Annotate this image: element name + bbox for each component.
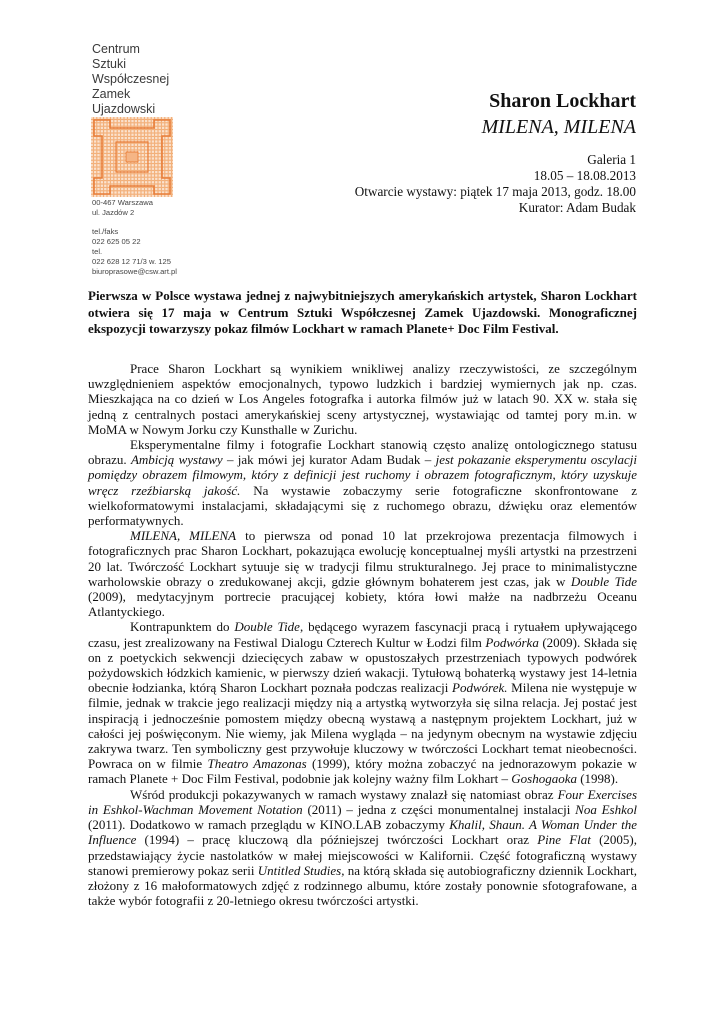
text-run: (1998).	[576, 771, 619, 787]
curator-quote: jest pokazanie eksperymentu oscylacji pomiędzy obrazem filmowym, który z definicji jest ruchomy i obrazem fotograficznym, który uzyskuje wręcz rzeźbiarską jakość.	[88, 452, 637, 498]
italic-run: Khalil, Shaun. A Woman Under the Influence	[88, 817, 637, 848]
address-line: tel./faks	[92, 227, 119, 237]
italic-run: Ambicją wystawy	[130, 452, 223, 468]
italic-run: Podwórka	[485, 634, 539, 650]
italic-run: Pine Flat	[537, 832, 591, 848]
text-run: (2011). Dodatkowo w ramach przeglądu w KINO.LAB zobaczymy	[88, 817, 450, 833]
address-line	[92, 218, 232, 228]
address-line: 00-467 Warszawa	[92, 198, 153, 207]
text-run: Milena nie występuje w filmie, jednak w trakcie jego realizacji między nią a artystką wytworzyła się silna relacja. Jej postać jest inspiracją i jednocześnie pomostem między obecną wystawą a następnym projektem Lockhart, już w całości jej poświęconym. Nie wiemy, jak Milena wygląda – na jedynym obecnym na wystawie zdjęciu zakrywa twarz. Ten symboliczny gest przywołuje kluczowy w twórczości Lockhart temat nieobecności. Powraca on w filmie	[88, 680, 637, 772]
text-run: (2005), przedstawiający życie nastolatków w małej miejscowości w Kalifornii. Część fotograficzną wystawy stanowi premierowy pokaz serii	[88, 832, 637, 878]
institution-name-line: Sztuki	[92, 57, 127, 71]
paragraph-1: Prace Sharon Lockhart są wynikiem wnikliwej analizy rzeczywistości, ze szczególnym uwzględnieniem aspektów emocjonalnych, typowo ludzkich i bardziej wymiernych jak np. czas. Mieszkająca na co dzień w Los Angeles fotografka i autorka filmów już w latach 90. XX w. stała się jedną z centralnych postaci amerykańskiej sceny artystycznej, wystawiając od tamtej pory m.in. w MoMA w Nowym Jorku czy Kunsthalle w Zurichu.	[88, 361, 637, 437]
exhibition-title: MILENA, MILENA	[481, 116, 636, 138]
text-run: (2009). Składa się on z poetyckich sekwencji dziecięcych zabaw w opustoszałych przestrzeniach typowych podwórek pożydowskich łódzkich kamienic, w pierwszy dzień wakacji. Tytułową bohaterką wystawy jest 14-letnia obecnie łodzianka, którą Sharon Lockhart poznała podczas realizacji	[88, 634, 637, 696]
italic-run: Noa Eshkol	[575, 801, 638, 817]
text-run: Na wystawie zobaczymy serie fotograficzne skonfrontowane z wielkoformatowymi instalacjami, składającymi się z ruchomego obrazu, dźwięku oraz elementów performatywnych.	[88, 482, 637, 529]
castle-logo-icon	[90, 116, 174, 198]
italic-run: Four Exercises in Eshkol-Wachman Movement Notation	[88, 786, 638, 817]
exhibition-heading	[482, 88, 636, 140]
exhibition-info	[355, 152, 636, 216]
italic-run: Theatro Amazonas	[207, 756, 307, 772]
exhibition-dates: 18.05 – 18.08.2013	[533, 168, 636, 183]
institution-name-line: Centrum	[92, 42, 140, 56]
text-run: , będącego wyrazem fascynacji pracą i rytuałem upływającego czasu, jest zrealizowany na Festiwal Dialogu Czterech Kultur w Łodzi film	[88, 619, 638, 650]
curator-info: Kurator: Adam Budak	[518, 200, 636, 215]
text-run: na którą składa się autobiograficzny dziennik Lockhart, złożony z 16 małoformatowych zdjęć z rodzinnego albumu, które zostały ponownie sfotografowane, a także wybór fotografii z 20-letniego okresu twórczości artystki.	[88, 862, 637, 909]
article-body	[88, 361, 637, 908]
paragraph-3	[88, 528, 637, 619]
paragraph-2	[88, 437, 637, 528]
institution-name-line: Ujazdowski	[92, 102, 156, 116]
gallery-name: Galeria 1	[587, 152, 636, 167]
italic-run: Podwórek.	[452, 680, 508, 696]
address-line: tel.	[92, 246, 103, 256]
contact-address	[92, 198, 232, 276]
text-run: (1999), który można zobaczyć na jednorazowym pokazie w ramach Planete + Doc Film Festival, podobnie jak kolejny ważny film Lokhart –	[88, 756, 638, 787]
address-line: 022 625 05 22	[92, 237, 141, 247]
artist-name: Sharon Lockhart	[489, 90, 636, 112]
italic-run: Goshogaoka	[511, 771, 577, 787]
italic-run: Untitled Studies,	[257, 862, 345, 878]
text-run: Wśród produkcji pokazywanych w ramach wystawy znalazł się natomiast obraz	[130, 786, 558, 802]
address-line: 022 628 12 71/3 w. 125	[92, 256, 171, 266]
address-email: biuroprasowe@csw.art.pl	[92, 266, 177, 276]
address-line: ul. Jazdów 2	[92, 207, 135, 217]
italic-run: Double Tide	[570, 573, 637, 589]
text-run: Eksperymentalne filmy i fotografie Lockhart stanowią często analizę ontologicznego statusu obrazu.	[88, 437, 637, 468]
lead-paragraph: Pierwsza w Polsce wystawa jednej z najwybitniejszych amerykańskich artystek, Sharon Lockhart otwiera się 17 maja w Centrum Sztuki Współczesnej Zamek Ujazdowski. Monograficznej ekspozycji towarzyszy pokaz filmów Lockhart w ramach Planete+ Doc Film Festival.	[88, 288, 637, 337]
italic-run: Double Tide	[234, 619, 300, 635]
italic-run: MILENA, MILENA	[130, 528, 237, 544]
institution-name	[92, 42, 222, 117]
text-run: (2011) – jedna z części monumentalnej instalacji	[302, 801, 576, 817]
text-run: (1994) – pracę kluczową dla późniejszej twórczości Lockhart oraz	[136, 832, 538, 848]
paragraph-4	[88, 619, 637, 786]
text-run: (2009), medytacyjnym portrecie pracującej kobiety, która łowi małże na nadbrzeżu Oceanu Atlantyckiego.	[88, 589, 637, 620]
institution-name-line: Współczesnej	[92, 72, 170, 86]
institution-name-line: Zamek	[92, 87, 131, 101]
text-run: Kontrapunktem do	[130, 619, 235, 635]
text-run: – jak mówi jej kurator Adam Budak –	[222, 452, 436, 468]
opening-info: Otwarcie wystawy: piątek 17 maja 2013, godz. 18.00	[354, 184, 636, 199]
text-run: to pierwsza od ponad 10 lat przekrojowa prezentacja filmowych i fotograficznych prac Sharon Lockhart, pokazująca ewolucję konceptualnej myśli artystki na przestrzeni 20 lat. Twórczość Lockhart sytuuje się w tradycji filmu strukturalnego. Jej prace to minimalistyczne warholowskie obrazy o zredukowanej akcji, gdzie głównym bohaterem jest czas, jak w	[88, 528, 637, 589]
paragraph-5	[88, 787, 637, 909]
